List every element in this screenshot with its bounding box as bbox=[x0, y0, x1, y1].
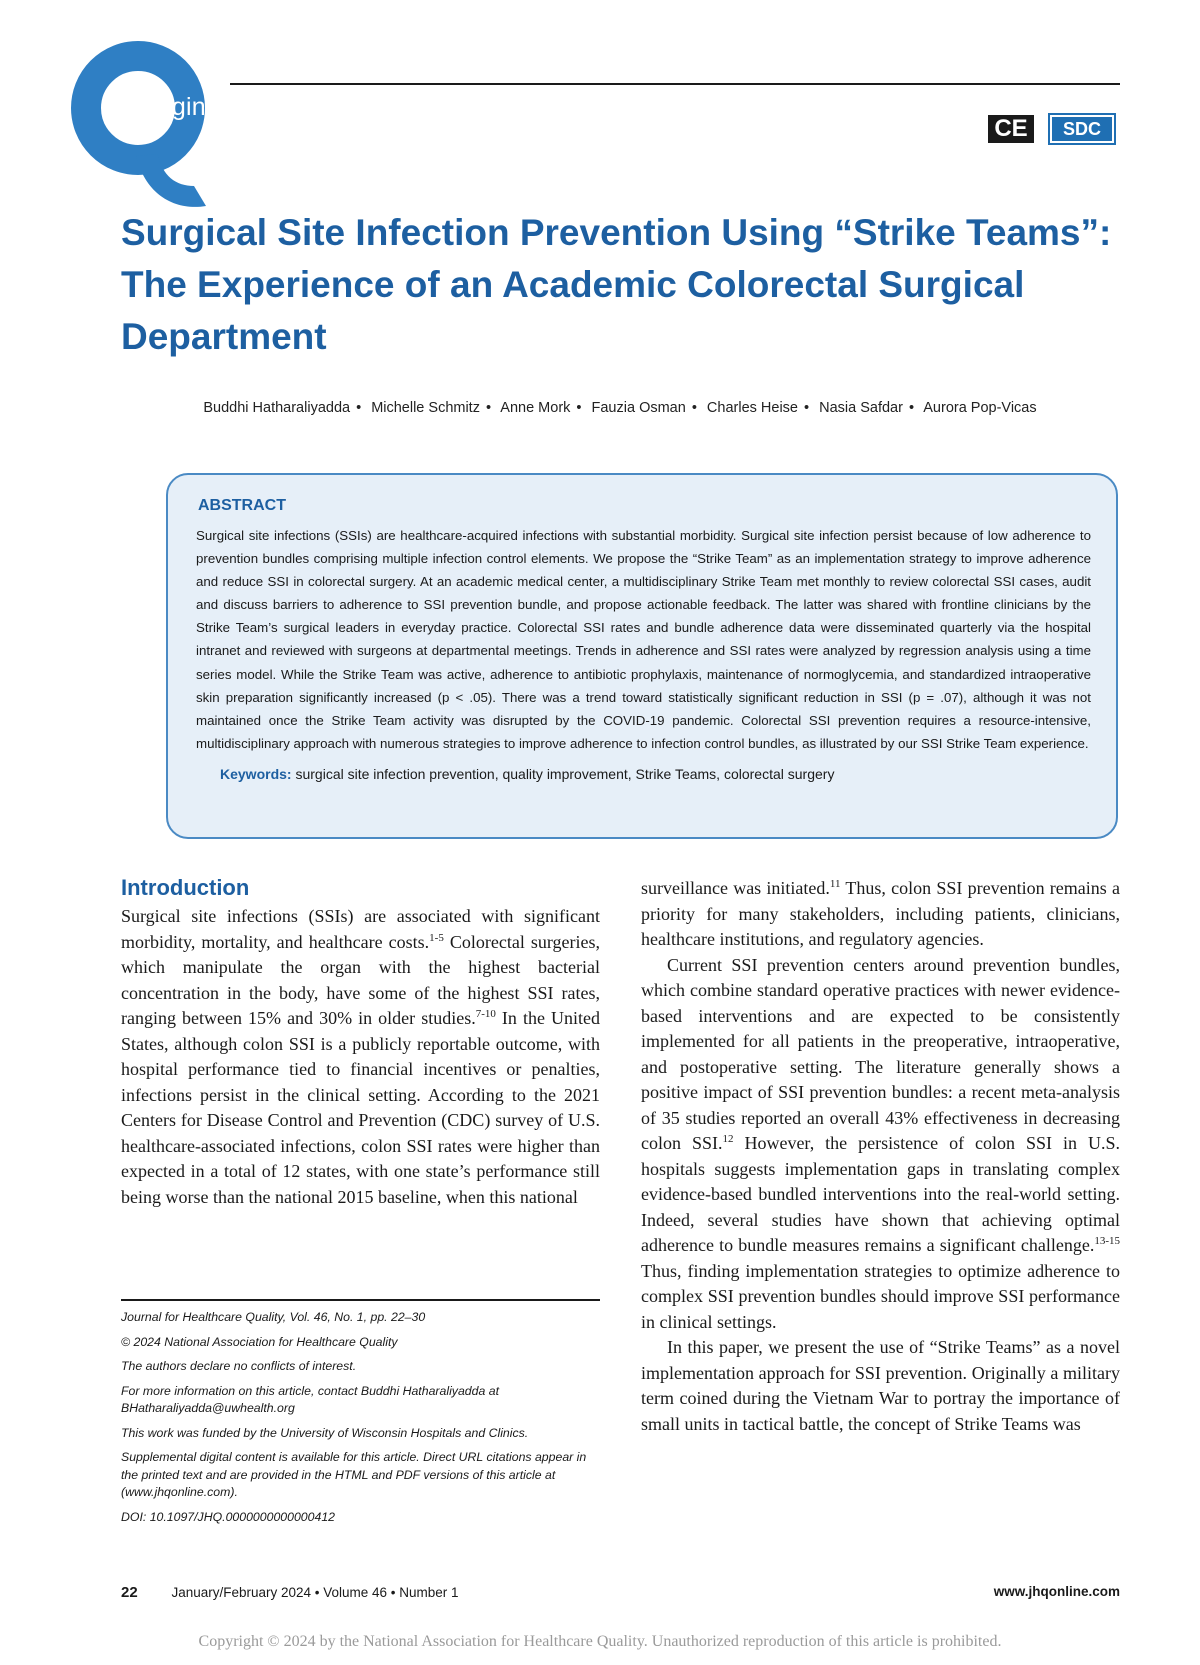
footnote-rule bbox=[121, 1299, 600, 1301]
bullet-separator: • bbox=[908, 400, 915, 416]
keywords-text: surgical site infection prevention, quality improvement, Strike Teams, colorectal surgery bbox=[295, 765, 835, 782]
article-title: Surgical Site Infection Prevention Using “Strike Teams”: The Experience of an Academic Colorectal Surgical Department bbox=[121, 212, 1112, 357]
citation-ref: 12 bbox=[722, 1133, 734, 1145]
body-paragraph: Current SSI prevention centers around prevention bundles, which combine standard operative practices with newer evidence-based interventions and are expected to be consistently implemented for all patients in the preoperative, intraoperative, and postoperative setting. The literature generally shows a positive impact of SSI prevention bundles: a recent meta-analysis of 35 studies reported an overall 43% effectiveness in decreasing colon SSI.$^{12}$ However, the persistence of colon SSI in U.S. hospitals suggests implementation gaps in translating complex evidence-based bundled interventions into the real-world setting. Indeed, several studies have shown that achieving optimal adherence to bundle measures remains a significant challenge.$^{13-15}$ Thus, finding implementation strategies to optimize adherence to complex SSI prevention bundles should improve SSI performance in clinical settings. bbox=[641, 954, 1120, 1332]
abstract-box bbox=[166, 473, 1118, 839]
author-name: Anne Mork bbox=[500, 400, 571, 416]
author-name: Fauzia Osman bbox=[591, 400, 686, 416]
bullet-separator: • bbox=[691, 400, 697, 416]
footnotes bbox=[121, 1309, 606, 1533]
keywords-label: Keywords: bbox=[220, 765, 292, 782]
citation-ref: 7-10 bbox=[475, 1008, 496, 1020]
footnote-copyright: © 2024 National Association for Healthcare Quality bbox=[121, 1334, 398, 1349]
body-paragraph: In this paper, we present the use of “Strike Teams” as a novel implementation approach for SSI prevention. Originally a military term coined during the Vietnam War to portray the importance of small units in tactical battle, the concept of Strike Teams was bbox=[641, 1337, 1120, 1434]
journal-website-link[interactable]: www.jhqonline.com bbox=[993, 1584, 1120, 1599]
citation-ref: 11 bbox=[829, 878, 841, 890]
introduction-heading: Introduction bbox=[121, 875, 250, 900]
sdc-badge: SDC bbox=[1050, 115, 1114, 143]
ce-badge: CE bbox=[988, 115, 1034, 143]
footnote-supplemental: Supplemental digital content is available for this article. Direct URL citations appear in the printed text and are provided in the HTML and PDF versions of this article at (www.jhqonline.com). bbox=[121, 1450, 587, 1499]
bullet-separator: • bbox=[576, 400, 582, 416]
body-column-left bbox=[121, 904, 600, 1210]
page-footer bbox=[121, 1584, 1120, 1601]
footnote-journal: Journal for Healthcare Quality, Vol. 46, No. 1, pp. 22–30 bbox=[121, 1310, 426, 1324]
body-paragraph: surveillance was initiated.$^{11}$ Thus, colon SSI prevention remains a priority for many stakeholders, including patients, clinicians, healthcare institutions, and regulatory agencies. bbox=[641, 878, 1121, 949]
abstract-text: Surgical site infections (SSIs) are healthcare-acquired infections with substantial morbidity. Surgical site infection persist because of low adherence to prevention bundles comprising multiple infection control elements. We propose the “Strike Team” as an implementation strategy to improve adherence and reduce SSI in colorectal surgery. At an academic medical center, a multidisciplinary Strike Team met monthly to review colorectal SSI cases, audit and discuss barriers to adherence to SSI prevention bundle, and propose actionable feedback. The latter was shared with frontline clinicians by the Strike Team’s surgical leaders in everyday practice. Colorectal SSI rates and bundle adherence data were disseminated quarterly via the hospital intranet and reviewed with surgeons at departmental meetings. Trends in adherence and SSI rates were analyzed by regression analysis using a time series model. While the Strike Team was active, adherence to antibiotic prophylaxis, maintenance of normoglycemia, and standardized intraoperative skin preparation significantly increased (p < .05). There was a trend toward statistically significant reduction in SSI (p = .07), although it was not maintained once the Strike Team activity was disrupted by the COVID-19 pandemic. Colorectal SSI prevention requires a resource-intensive, multidisciplinary approach with numerous strategies to improve adherence to infection control bundles, as illustrated by our SSI Strike Team experience. bbox=[196, 528, 1091, 751]
author-name: Michelle Schmitz bbox=[371, 400, 480, 416]
article-type-label: Original Article bbox=[138, 93, 303, 121]
page-number: 22 bbox=[121, 1584, 138, 1601]
issue-info: January/February 2024 • Volume 46 • Number 1 bbox=[171, 1585, 459, 1600]
bullet-separator: • bbox=[485, 400, 492, 416]
header-rule bbox=[230, 83, 1120, 85]
author-name: Buddhi Hatharaliyadda bbox=[203, 400, 351, 416]
footnote-funding: This work was funded by the University of Wisconsin Hospitals and Clinics. bbox=[121, 1425, 529, 1440]
bullet-separator: • bbox=[356, 400, 362, 416]
body-paragraph: Surgical site infections (SSIs) are associated with significant morbidity, mortality, and healthcare costs.$^{1-5}$ Colorectal surgeries, which manipulate the organ with the highest bacterial concentration in the body, have some of the highest SSI rates, ranging between 15% and 30% in older studies.$^{7-10}$ In the United States, although colon SSI is a publicly reportable outcome, with hospital performance tied to financial incentives or penalties, infections persist in the clinical setting. According to the 2021 Centers for Disease Control and Prevention (CDC) survey of U.S. healthcare-associated infections, colon SSI rates were higher than expected in a total of 12 states, with one state’s performance still being worse than the national 2015 baseline, when this national bbox=[121, 906, 600, 1207]
abstract-heading: ABSTRACT bbox=[198, 497, 286, 514]
author-list bbox=[120, 400, 1120, 416]
keywords bbox=[220, 766, 1091, 782]
footnote-contact: For more information on this article, contact Buddhi Hatharaliyadda at BHatharaliyadda@uwhealth.org bbox=[121, 1383, 499, 1415]
author-name: Aurora Pop-Vicas bbox=[923, 400, 1037, 416]
journal-q-logo-icon bbox=[66, 36, 216, 236]
citation-ref: 1-5 bbox=[429, 931, 444, 944]
copyright-notice: Copyright © 2024 by the National Association for Healthcare Quality. Unauthorized reproduction of this article is prohibited. bbox=[198, 1633, 1002, 1650]
citation-ref: 13-15 bbox=[1094, 1235, 1120, 1247]
footnote-doi: DOI: 10.1097/JHQ.0000000000000412 bbox=[121, 1509, 335, 1524]
author-name: Charles Heise bbox=[706, 400, 798, 416]
bullet-separator: • bbox=[804, 400, 810, 416]
footnote-conflicts: The authors declare no conflicts of interest. bbox=[121, 1359, 357, 1373]
body-column-right bbox=[641, 876, 1120, 1437]
author-name: Nasia Safdar bbox=[819, 400, 903, 416]
